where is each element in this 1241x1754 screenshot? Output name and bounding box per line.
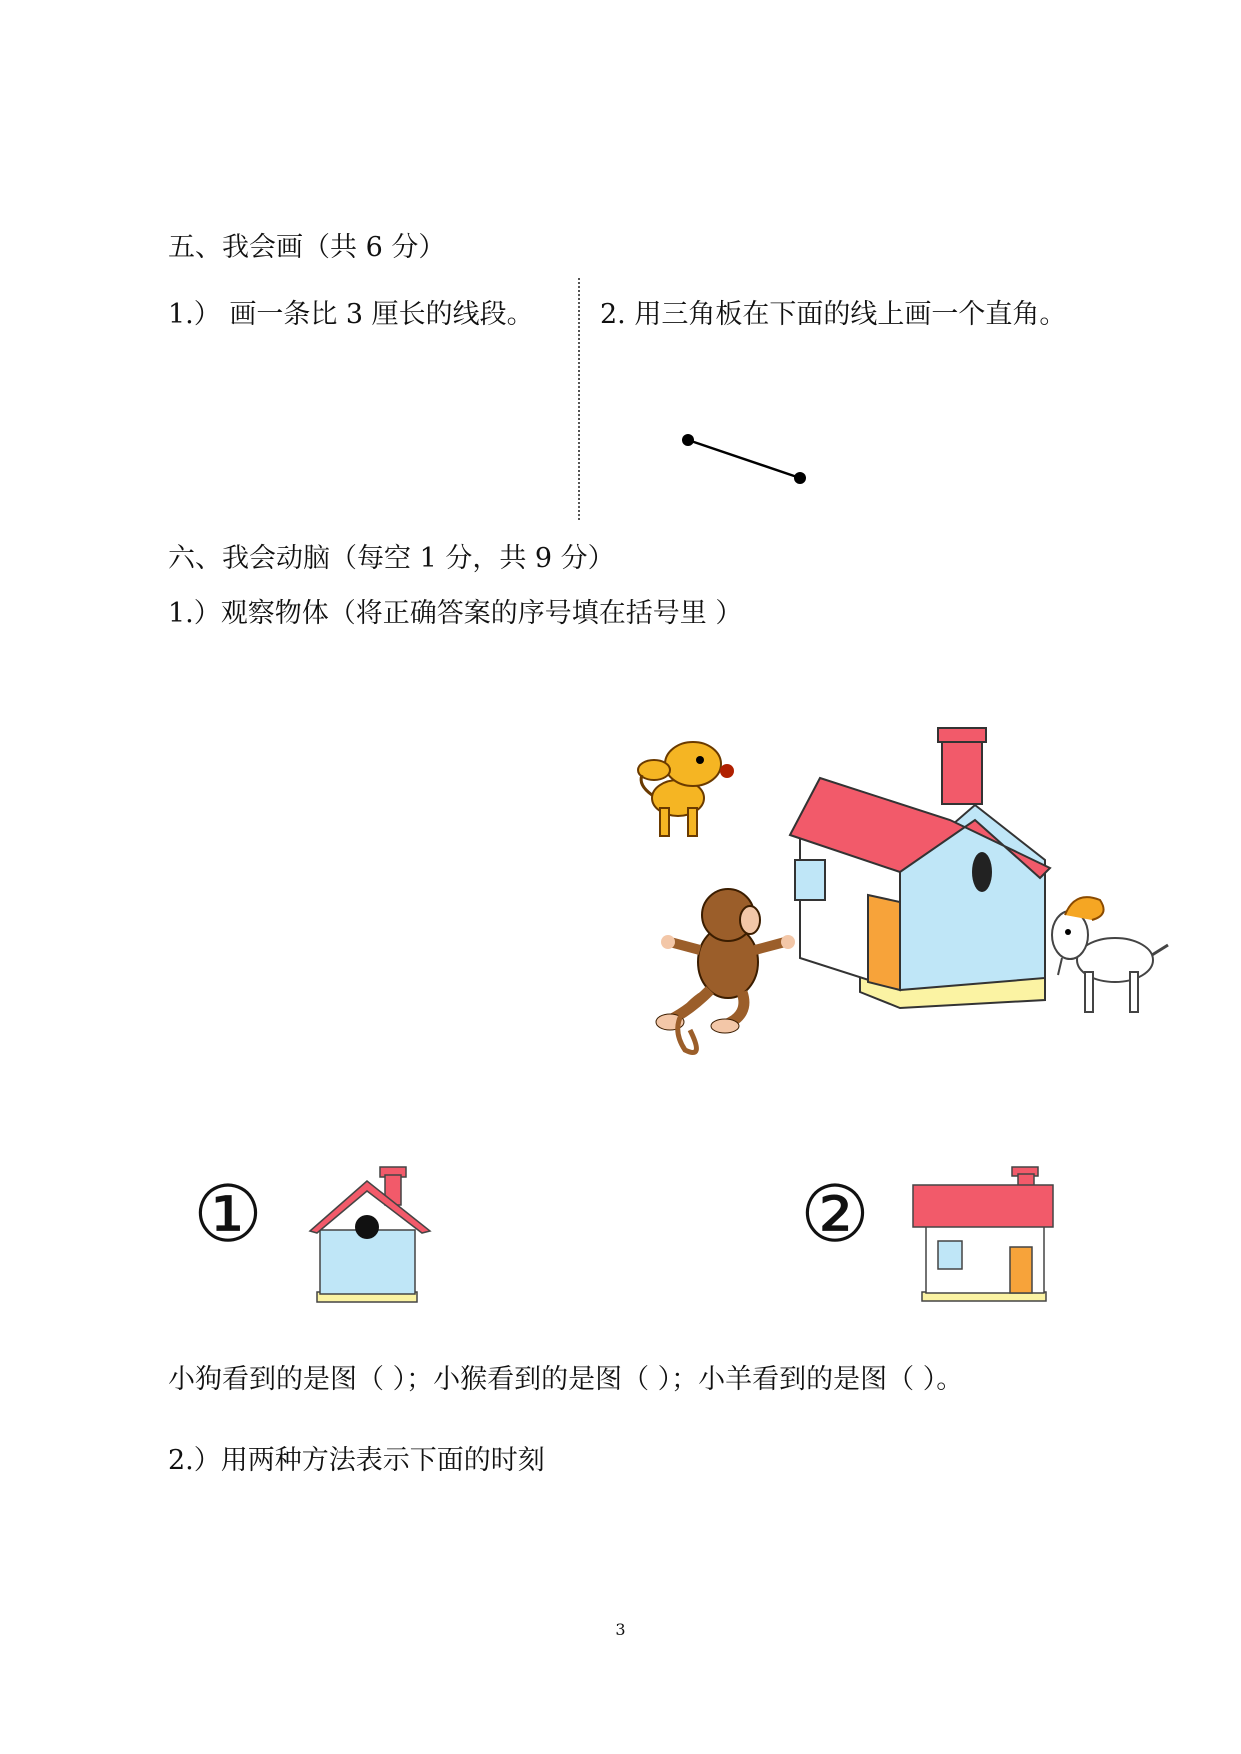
answer-blanks-line: 小狗看到的是图（ ）；小猴看到的是图（ ）；小羊看到的是图（ ）。 [168,1364,964,1395]
goat-illustration [1052,897,1168,1012]
section5-title: 五、我会画（共 6 分） [168,232,446,263]
line-segment [688,440,800,478]
section5-question-2: 2. 用三角板在下面的线上画一个直角。 [600,299,1067,330]
option-1-number: ① [193,1170,263,1260]
observation-scene [630,720,1190,1080]
section6-title: 六、我会动脑（每空 1 分，共 9 分） [168,543,615,574]
segment-endpoint-right [794,472,806,484]
dog-illustration [638,742,734,836]
page-number: 3 [615,1620,626,1639]
option-1-house-side-view [305,1165,435,1305]
section6-question-2: 2.）用两种方法表示下面的时刻 [168,1445,545,1476]
scene-house [790,728,1050,1008]
section6-question-1: 1.）观察物体（将正确答案的序号填在括号里 ） [168,598,743,629]
segment-endpoint-left [682,434,694,446]
monkey-illustration [656,889,795,1053]
option-2-number: ② [800,1170,870,1260]
section5-question-1: 1.） 画一条比 3 厘长的线段。 [168,299,534,330]
option-2-house-front-view [910,1165,1058,1305]
column-divider [578,278,580,520]
line-segment-figure [670,425,810,495]
